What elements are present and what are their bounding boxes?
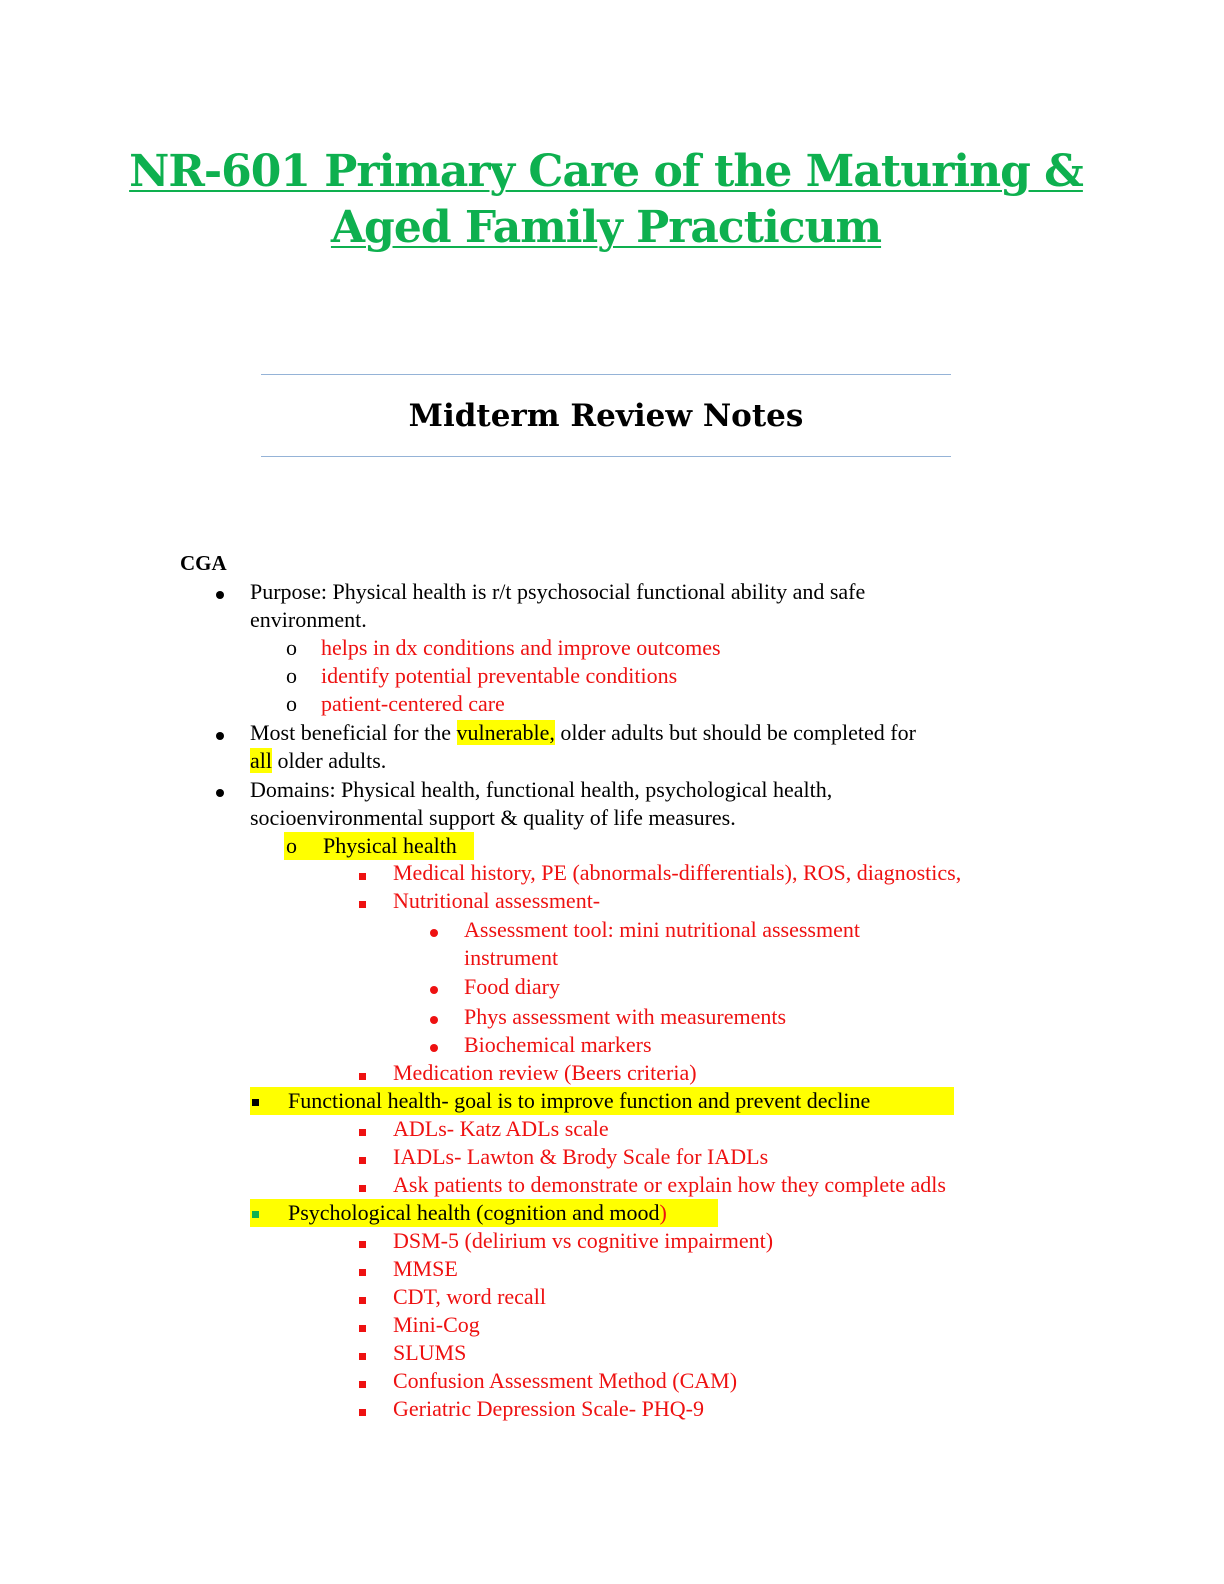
nutrition-sub-item: Food diary (464, 974, 560, 999)
beneficial-text: older adults but should be completed for (554, 720, 916, 745)
square-bullet (250, 1087, 288, 1115)
circle-marker: o (286, 635, 297, 660)
purpose-sub-item: patient-centered care (321, 691, 505, 716)
square-bullet (359, 1283, 366, 1311)
psychological-item: MMSE (393, 1256, 458, 1281)
square-bullet (359, 1171, 366, 1199)
circle-marker: o (286, 833, 297, 858)
physical-item: Medication review (Beers criteria) (393, 1060, 697, 1085)
highlight-all: all (250, 748, 272, 773)
bullet-dot (430, 1031, 438, 1059)
square-bullet (359, 859, 366, 887)
bullet-dot (216, 578, 224, 606)
section-heading: CGA (180, 551, 227, 575)
highlight-vulnerable: vulnerable, (456, 720, 555, 745)
bottom-divider (261, 456, 951, 457)
functional-item: ADLs- Katz ADLs scale (393, 1116, 609, 1141)
bullet-dot (430, 973, 438, 1001)
square-bullet (359, 1339, 366, 1367)
square-bullet (359, 1059, 366, 1087)
square-bullet (359, 887, 366, 915)
square-bullet (359, 1143, 366, 1171)
nutrition-sub-item: Biochemical markers (464, 1032, 652, 1057)
domains-line-1: Domains: Physical health, functional health, psychological health, (250, 777, 833, 802)
square-bullet (359, 1367, 366, 1395)
document-title (0, 144, 1212, 256)
psychological-item: SLUMS (393, 1340, 467, 1365)
psychological-health-label (250, 1199, 718, 1227)
domains-line-2: socioenvironmental support & quality of life measures. (250, 805, 736, 830)
purpose-line-2: environment. (250, 607, 367, 632)
square-bullet (359, 1255, 366, 1283)
psychological-item: Geriatric Depression Scale- PHQ-9 (393, 1396, 704, 1421)
physical-item: Medical history, PE (abnormals-differentials), ROS, diagnostics, (393, 860, 962, 885)
bullet-dot (216, 719, 224, 747)
top-divider (261, 374, 951, 375)
beneficial-line-2 (250, 747, 386, 775)
bullet-dot (216, 776, 224, 804)
psychological-health-paren: ) (659, 1200, 667, 1225)
title-line-1: NR-601 Primary Care of the Maturing & (129, 146, 1083, 197)
bullet-dot (430, 1003, 438, 1031)
square-bullet (359, 1395, 366, 1423)
purpose-sub-item: identify potential preventable conditions (321, 663, 678, 688)
circle-marker: o (286, 663, 297, 688)
purpose-sub-item: helps in dx conditions and improve outcomes (321, 635, 721, 660)
functional-item: Ask patients to demonstrate or explain how they complete adls (393, 1172, 946, 1197)
psychological-health-text: Psychological health (cognition and mood (288, 1200, 660, 1225)
psychological-item: Confusion Assessment Method (CAM) (393, 1368, 738, 1393)
psychological-item: Mini-Cog (393, 1312, 480, 1337)
circle-marker: o (286, 691, 297, 716)
bullet-dot (430, 916, 438, 944)
physical-health-label (284, 832, 474, 860)
square-bullet (250, 1199, 288, 1227)
nutrition-sub-item: instrument (464, 945, 559, 970)
functional-health-label (250, 1087, 954, 1115)
nutrition-sub-item: Assessment tool: mini nutritional assessment (464, 917, 860, 942)
physical-health-text: Physical health (323, 833, 457, 858)
functional-item: IADLs- Lawton & Brody Scale for IADLs (393, 1144, 769, 1169)
square-bullet (359, 1115, 366, 1143)
functional-health-text: Functional health- goal is to improve function and prevent decline (288, 1088, 871, 1113)
psychological-item: DSM-5 (delirium vs cognitive impairment) (393, 1228, 774, 1253)
title-line-2: Aged Family Practicum (330, 202, 882, 253)
square-bullet (359, 1311, 366, 1339)
document-subtitle: Midterm Review Notes (408, 398, 804, 434)
nutrition-sub-item: Phys assessment with measurements (464, 1004, 787, 1029)
beneficial-text: older adults. (272, 748, 387, 773)
beneficial-line-1 (250, 719, 916, 747)
purpose-line-1: Purpose: Physical health is r/t psychosocial functional ability and safe (250, 579, 866, 604)
physical-item: Nutritional assessment- (393, 888, 601, 913)
square-bullet (359, 1227, 366, 1255)
psychological-item: CDT, word recall (393, 1284, 546, 1309)
beneficial-text: Most beneficial for the (250, 720, 457, 745)
